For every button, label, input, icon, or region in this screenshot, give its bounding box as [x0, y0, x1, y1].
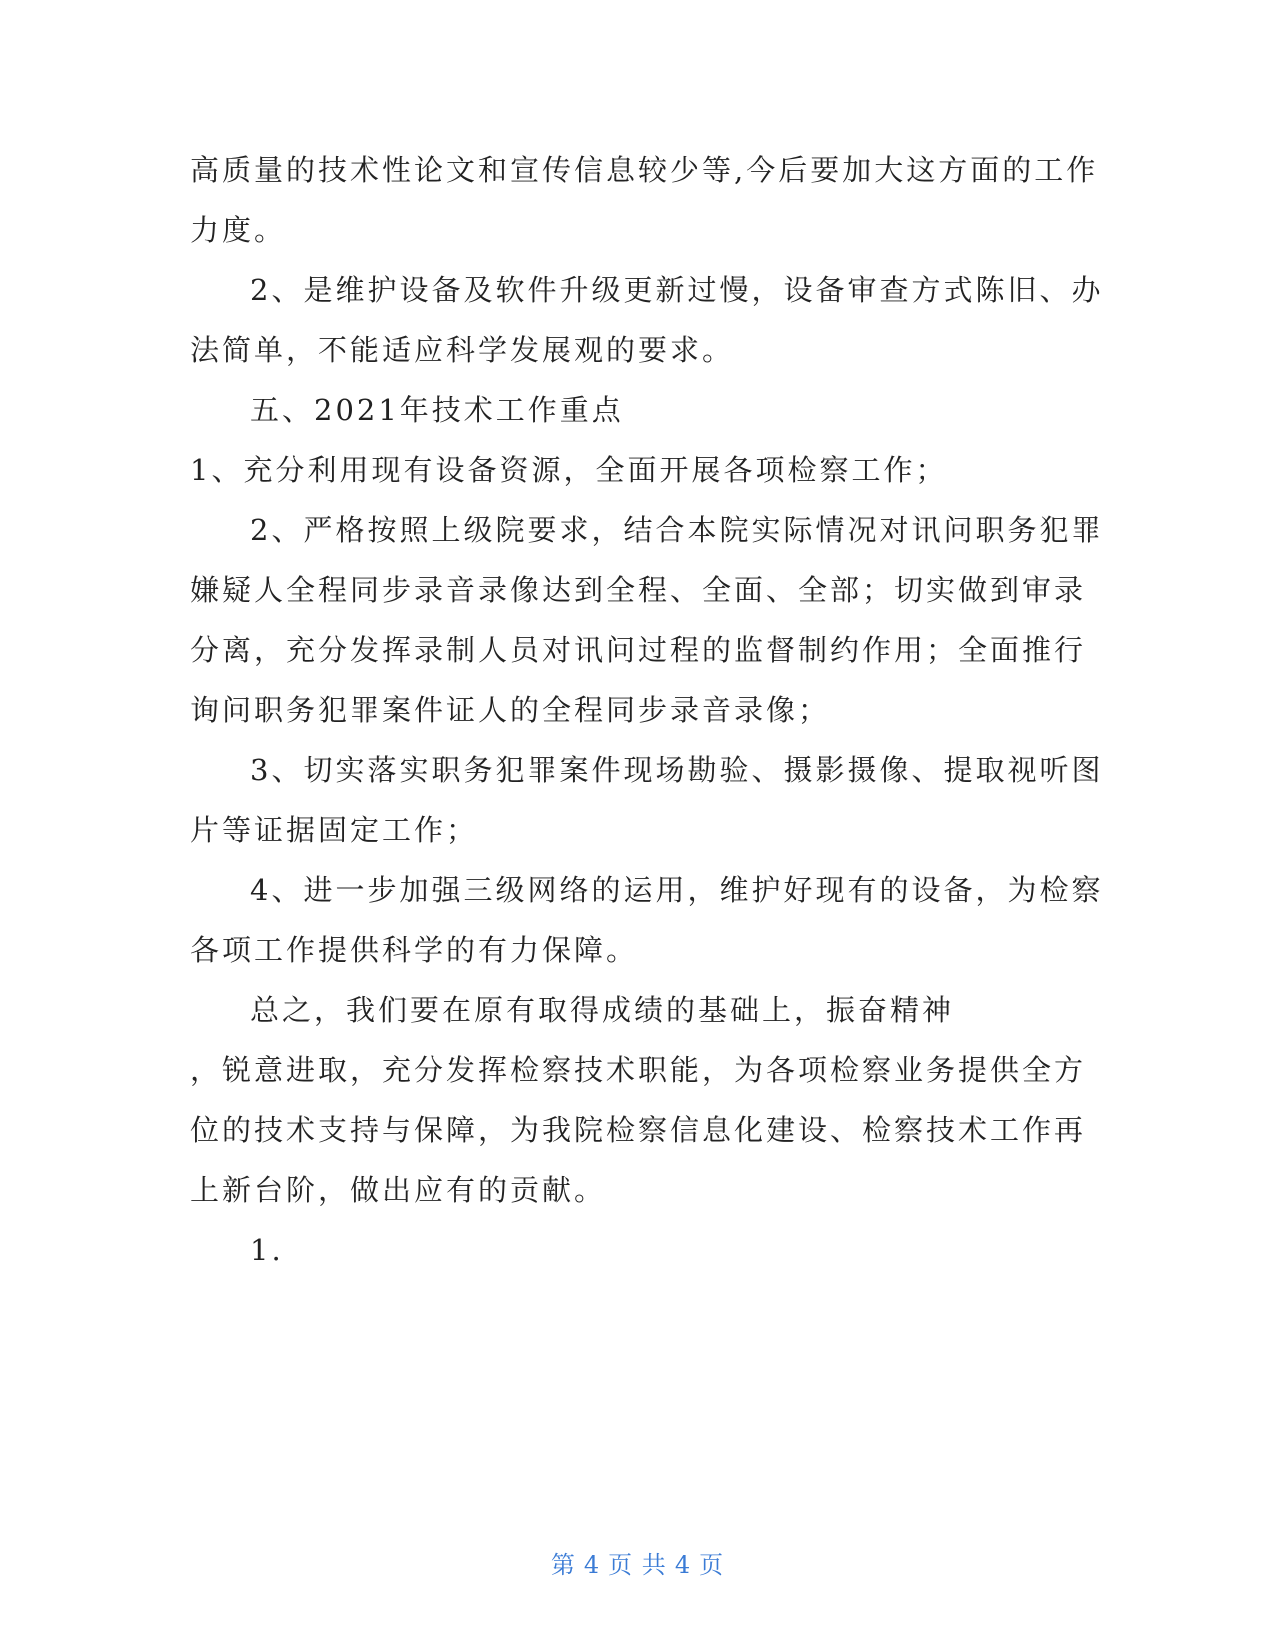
footer-total-pages: 4: [674, 1551, 692, 1579]
paragraph-line: 2、严格按照上级院要求，结合本院实际情况对讯问职务犯罪: [250, 513, 1104, 547]
paragraph-line: 法简单，不能适应科学发展观的要求。: [190, 333, 735, 367]
paragraph-line: 1.: [250, 1233, 284, 1267]
paragraph-line: ，锐意进取，充分发挥检察技术职能，为各项检察业务提供全方: [190, 1053, 1087, 1087]
paragraph-line: 2、是维护设备及软件升级更新过慢，设备审查方式陈旧、办: [250, 273, 1104, 307]
paragraph-line: 3、切实落实职务犯罪案件现场勘验、摄影摄像、提取视听图: [250, 753, 1104, 787]
paragraph-line: 上新台阶，做出应有的贡献。: [190, 1173, 607, 1207]
page-footer: [0, 1545, 1275, 1580]
paragraph-line: 五、2021年技术工作重点: [250, 393, 624, 427]
footer-middle: 页 共: [608, 1551, 667, 1579]
paragraph-line: 嫌疑人全程同步录音录像达到全程、全面、全部；切实做到审录: [190, 573, 1087, 607]
footer-prefix: 第: [550, 1551, 576, 1579]
paragraph-line: 4、进一步加强三级网络的运用，维护好现有的设备，为检察: [250, 873, 1104, 907]
paragraph-line: 分离，充分发挥录制人员对讯问过程的监督制约作用；全面推行: [190, 633, 1087, 667]
paragraph-line: 片等证据固定工作；: [190, 813, 479, 847]
paragraph-line: 力度。: [190, 213, 287, 247]
paragraph-line: 总之，我们要在原有取得成绩的基础上，振奋精神: [250, 993, 955, 1027]
paragraph-line: 询问职务犯罪案件证人的全程同步录音录像；: [190, 693, 831, 727]
paragraph-line: 位的技术支持与保障，为我院检察信息化建设、检察技术工作再: [190, 1113, 1087, 1147]
footer-page-number: 4: [583, 1551, 601, 1579]
paragraph-line: 各项工作提供科学的有力保障。: [190, 933, 639, 967]
paragraph-line: 1、充分利用现有设备资源，全面开展各项检察工作；: [190, 453, 948, 487]
paragraph-line: 高质量的技术性论文和宣传信息较少等,今后要加大这方面的工作: [190, 153, 1099, 187]
document-body: [190, 140, 1104, 1280]
footer-suffix: 页: [699, 1551, 725, 1579]
